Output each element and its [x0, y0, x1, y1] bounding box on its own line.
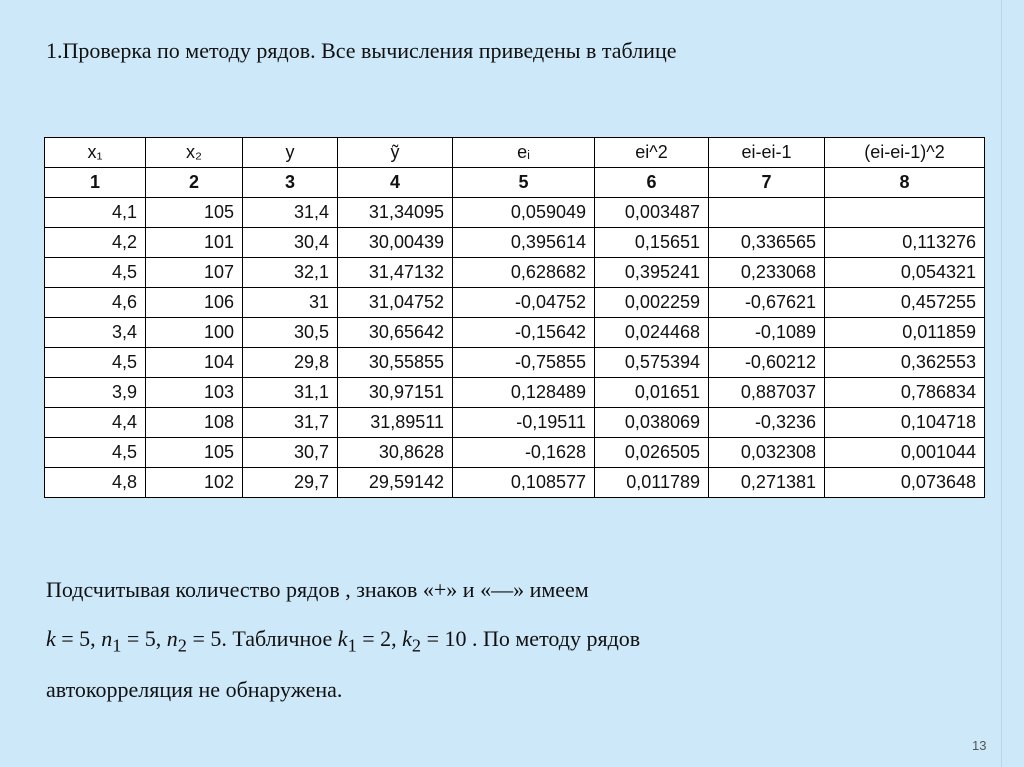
header-cell: (ei-ei-1)^2 — [825, 138, 985, 168]
table-row — [45, 438, 985, 468]
table-row — [45, 228, 985, 258]
table-cell: 0,073648 — [825, 468, 985, 498]
column-number-cell: 5 — [453, 168, 595, 198]
table-cell: 31,04752 — [338, 288, 453, 318]
table-cell: -0,19511 — [453, 408, 595, 438]
column-number-cell: 2 — [146, 168, 243, 198]
table-cell: 0,395614 — [453, 228, 595, 258]
table-cell: 4,4 — [45, 408, 146, 438]
table-cell: 105 — [146, 438, 243, 468]
k2-value: = 10 . По методу рядов — [421, 626, 641, 651]
table-body — [45, 198, 985, 498]
table-cell: 106 — [146, 288, 243, 318]
header-cell: y — [243, 138, 338, 168]
table-row — [45, 318, 985, 348]
table-cell: 0,575394 — [595, 348, 709, 378]
table-cell: 0,026505 — [595, 438, 709, 468]
table-cell: 4,5 — [45, 438, 146, 468]
table-cell: 31,1 — [243, 378, 338, 408]
table-cell — [825, 198, 985, 228]
table-cell: 30,65642 — [338, 318, 453, 348]
table-cell: -0,1628 — [453, 438, 595, 468]
table-cell: 0,336565 — [709, 228, 825, 258]
table-cell: -0,3236 — [709, 408, 825, 438]
table-cell: 0,011859 — [825, 318, 985, 348]
header-cell: ỹ — [338, 138, 453, 168]
table-cell: 103 — [146, 378, 243, 408]
table-cell: 0,002259 — [595, 288, 709, 318]
table-cell: 30,5 — [243, 318, 338, 348]
table-cell: -0,04752 — [453, 288, 595, 318]
table-cell: 4,6 — [45, 288, 146, 318]
conclusion-text: автокорреляция не обнаружена. — [46, 677, 343, 702]
table-cell: 4,5 — [45, 258, 146, 288]
table-cell: -0,67621 — [709, 288, 825, 318]
table-cell: 0,395241 — [595, 258, 709, 288]
n2-value: = 5. Табличное — [186, 626, 338, 651]
column-number-cell: 6 — [595, 168, 709, 198]
k-value: = 5, — [55, 626, 102, 651]
table-cell: 3,9 — [45, 378, 146, 408]
table-cell: 29,7 — [243, 468, 338, 498]
table-cell: 0,233068 — [709, 258, 825, 288]
table-cell: 4,5 — [45, 348, 146, 378]
k1-symbol: k — [337, 626, 348, 651]
n2-subscript: 2 — [177, 635, 187, 656]
table-cell: 31,34095 — [338, 198, 453, 228]
column-number-cell: 4 — [338, 168, 453, 198]
n1-value: = 5, — [121, 626, 167, 651]
table-cell: -0,15642 — [453, 318, 595, 348]
table-cell: 30,97151 — [338, 378, 453, 408]
n2-symbol: n — [166, 626, 178, 651]
table-cell: 31 — [243, 288, 338, 318]
table-cell: -0,75855 — [453, 348, 595, 378]
slide-title: 1.Проверка по методу рядов. Все вычисления приведены в таблице — [46, 38, 677, 63]
table-cell: -0,60212 — [709, 348, 825, 378]
table-cell: 31,89511 — [338, 408, 453, 438]
table-cell: 30,4 — [243, 228, 338, 258]
table-cell: 0,003487 — [595, 198, 709, 228]
header-cell: eᵢ — [453, 138, 595, 168]
table-cell: 108 — [146, 408, 243, 438]
table-row — [45, 408, 985, 438]
table-row — [45, 258, 985, 288]
table-cell: 4,1 — [45, 198, 146, 228]
column-number-cell: 3 — [243, 168, 338, 198]
header-cell: x₁ — [45, 138, 146, 168]
table-cell: 0,457255 — [825, 288, 985, 318]
column-number-cell: 7 — [709, 168, 825, 198]
table-cell: 0,01651 — [595, 378, 709, 408]
table-cell: 100 — [146, 318, 243, 348]
table-cell: 102 — [146, 468, 243, 498]
table-cell: 0,108577 — [453, 468, 595, 498]
table-cell: 0,011789 — [595, 468, 709, 498]
table-cell: 30,55855 — [338, 348, 453, 378]
table-cell: 0,362553 — [825, 348, 985, 378]
table-cell: 4,2 — [45, 228, 146, 258]
header-cell: ei^2 — [595, 138, 709, 168]
table-cell: 0,786834 — [825, 378, 985, 408]
table-header-row — [45, 138, 985, 168]
page-number: 13 — [972, 738, 987, 753]
k1-value: = 2, — [356, 626, 403, 651]
k2-subscript: 2 — [411, 635, 422, 656]
table-row — [45, 198, 985, 228]
table-cell: 0,628682 — [453, 258, 595, 288]
calculation-table — [44, 137, 985, 498]
table-cell: 0,038069 — [595, 408, 709, 438]
table-cell: 30,8628 — [338, 438, 453, 468]
table-cell: -0,1089 — [709, 318, 825, 348]
n1-symbol: n — [101, 626, 113, 651]
table-cell: 31,47132 — [338, 258, 453, 288]
k-symbol: k — [46, 626, 56, 651]
table-cell: 0,104718 — [825, 408, 985, 438]
table-row — [45, 348, 985, 378]
table-cell: 107 — [146, 258, 243, 288]
table-row — [45, 378, 985, 408]
table-cell: 0,128489 — [453, 378, 595, 408]
table-row — [45, 288, 985, 318]
table-cell: 105 — [146, 198, 243, 228]
runs-count-text: Подсчитывая количество рядов , знаков «+» и «—» имеем — [46, 577, 589, 602]
table-cell: 0,032308 — [709, 438, 825, 468]
table-cell: 0,271381 — [709, 468, 825, 498]
header-cell: ei-ei-1 — [709, 138, 825, 168]
table-cell: 4,8 — [45, 468, 146, 498]
table-cell: 31,7 — [243, 408, 338, 438]
table-cell: 0,024468 — [595, 318, 709, 348]
header-cell: x₂ — [146, 138, 243, 168]
table-cell — [709, 198, 825, 228]
table-cell: 104 — [146, 348, 243, 378]
table-cell: 30,7 — [243, 438, 338, 468]
table-cell: 0,059049 — [453, 198, 595, 228]
table-cell: 3,4 — [45, 318, 146, 348]
table-cell: 0,15651 — [595, 228, 709, 258]
n1-subscript: 1 — [112, 635, 122, 656]
table-cell: 0,113276 — [825, 228, 985, 258]
table-cell: 32,1 — [243, 258, 338, 288]
k1-subscript: 1 — [347, 635, 357, 656]
runs-values-text — [46, 626, 640, 656]
k2-symbol: k — [402, 626, 412, 651]
table-cell: 0,001044 — [825, 438, 985, 468]
table-cell: 101 — [146, 228, 243, 258]
table-cell: 30,00439 — [338, 228, 453, 258]
column-number-row — [45, 168, 985, 198]
slide-border-line — [1001, 0, 1002, 767]
table-cell: 0,887037 — [709, 378, 825, 408]
table-cell: 29,8 — [243, 348, 338, 378]
table-cell: 0,054321 — [825, 258, 985, 288]
table-cell: 31,4 — [243, 198, 338, 228]
column-number-cell: 1 — [45, 168, 146, 198]
table-cell: 29,59142 — [338, 468, 453, 498]
table-row — [45, 468, 985, 498]
column-number-cell: 8 — [825, 168, 985, 198]
